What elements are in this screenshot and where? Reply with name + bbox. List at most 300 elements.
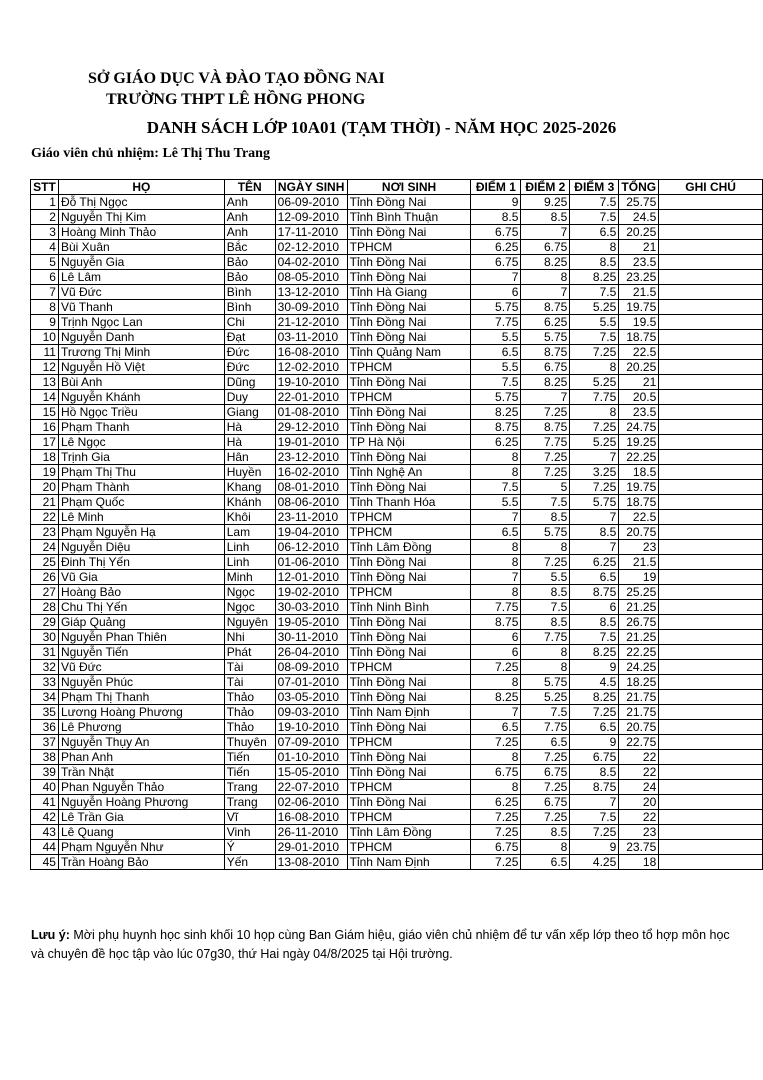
ten-cell: Huyền (224, 465, 275, 480)
ten-cell: Đạt (224, 330, 275, 345)
tong-cell: 21.25 (619, 600, 659, 615)
col-header-tong: TỔNG (619, 180, 659, 195)
ngay-sinh-cell: 08-05-2010 (275, 270, 347, 285)
ho-cell: Vũ Đức (58, 285, 224, 300)
tong-cell: 18.5 (619, 465, 659, 480)
ten-cell: Ý (224, 840, 275, 855)
ghi-chu-cell (659, 675, 763, 690)
diem-2-cell: 7.5 (521, 600, 570, 615)
ho-cell: Đinh Thị Yến (58, 555, 224, 570)
ngay-sinh-cell: 02-12-2010 (275, 240, 347, 255)
table-header-row (31, 180, 763, 195)
ngay-sinh-cell: 19-04-2010 (275, 525, 347, 540)
ho-cell: Lê Trần Gia (58, 810, 224, 825)
stt-cell: 43 (31, 825, 59, 840)
ngay-sinh-cell: 19-01-2010 (275, 435, 347, 450)
table-row (31, 225, 763, 240)
ngay-sinh-cell: 12-09-2010 (275, 210, 347, 225)
tong-cell: 19 (619, 570, 659, 585)
diem-3-cell: 8.75 (570, 780, 619, 795)
diem-3-cell: 8.5 (570, 525, 619, 540)
ghi-chu-cell (659, 780, 763, 795)
stt-cell: 39 (31, 765, 59, 780)
ten-cell: Khôi (224, 510, 275, 525)
ghi-chu-cell (659, 405, 763, 420)
ghi-chu-cell (659, 540, 763, 555)
noi-sinh-cell: Tỉnh Đồng Nai (347, 195, 471, 210)
diem-1-cell: 8 (471, 555, 521, 570)
stt-cell: 18 (31, 450, 59, 465)
noi-sinh-cell: TPHCM (347, 840, 471, 855)
ho-cell: Hoàng Bảo (58, 585, 224, 600)
noi-sinh-cell: Tỉnh Đồng Nai (347, 765, 471, 780)
noi-sinh-cell: TPHCM (347, 525, 471, 540)
diem-2-cell: 8.5 (521, 615, 570, 630)
ten-cell: Ngọc (224, 600, 275, 615)
diem-2-cell: 8.25 (521, 375, 570, 390)
diem-3-cell: 5.5 (570, 315, 619, 330)
page-title: DANH SÁCH LỚP 10A01 (TẠM THỜI) - NĂM HỌC 2025-2026 (146, 118, 617, 137)
stt-cell: 41 (31, 795, 59, 810)
ngay-sinh-cell: 23-12-2010 (275, 450, 347, 465)
ho-cell: Bùi Anh (58, 375, 224, 390)
diem-3-cell: 6.5 (570, 225, 619, 240)
table-row (31, 435, 763, 450)
table-row (31, 510, 763, 525)
diem-2-cell: 8.75 (521, 345, 570, 360)
stt-cell: 2 (31, 210, 59, 225)
diem-3-cell: 9 (570, 840, 619, 855)
diem-3-cell: 6.25 (570, 555, 619, 570)
noi-sinh-cell: Tỉnh Nghệ An (347, 465, 471, 480)
stt-cell: 35 (31, 705, 59, 720)
tong-cell: 19.75 (619, 480, 659, 495)
ho-cell: Phạm Nguyễn Như (58, 840, 224, 855)
ten-cell: Linh (224, 540, 275, 555)
stt-cell: 37 (31, 735, 59, 750)
ten-cell: Trang (224, 795, 275, 810)
ten-cell: Bình (224, 285, 275, 300)
ngay-sinh-cell: 30-11-2010 (275, 630, 347, 645)
table-row (31, 855, 763, 870)
ho-cell: Trương Thị Minh (58, 345, 224, 360)
diem-1-cell: 6.75 (471, 840, 521, 855)
stt-cell: 5 (31, 255, 59, 270)
stt-cell: 42 (31, 810, 59, 825)
ghi-chu-cell (659, 390, 763, 405)
tong-cell: 22.25 (619, 645, 659, 660)
diem-2-cell: 7.75 (521, 435, 570, 450)
ghi-chu-cell (659, 315, 763, 330)
ho-cell: Trịnh Gia (58, 450, 224, 465)
noi-sinh-cell: TPHCM (347, 510, 471, 525)
ho-cell: Lê Ngọc (58, 435, 224, 450)
ghi-chu-cell (659, 225, 763, 240)
ho-cell: Vũ Gia (58, 570, 224, 585)
noi-sinh-cell: Tỉnh Đồng Nai (347, 255, 471, 270)
diem-1-cell: 7.25 (471, 735, 521, 750)
noi-sinh-cell: Tỉnh Lâm Đồng (347, 825, 471, 840)
table-row (31, 600, 763, 615)
diem-1-cell: 8.25 (471, 405, 521, 420)
diem-1-cell: 5.5 (471, 495, 521, 510)
diem-3-cell: 5.25 (570, 435, 619, 450)
tong-cell: 23.5 (619, 255, 659, 270)
diem-1-cell: 7.25 (471, 855, 521, 870)
diem-3-cell: 7.5 (570, 210, 619, 225)
ten-cell: Thảo (224, 690, 275, 705)
diem-2-cell: 5.75 (521, 525, 570, 540)
diem-1-cell: 9 (471, 195, 521, 210)
diem-3-cell: 6.75 (570, 750, 619, 765)
ngay-sinh-cell: 03-05-2010 (275, 690, 347, 705)
ten-cell: Vinh (224, 825, 275, 840)
ten-cell: Bình (224, 300, 275, 315)
noi-sinh-cell: Tỉnh Đồng Nai (347, 570, 471, 585)
noi-sinh-cell: Tỉnh Đồng Nai (347, 315, 471, 330)
noi-sinh-cell: Tỉnh Đồng Nai (347, 645, 471, 660)
noi-sinh-cell: TPHCM (347, 735, 471, 750)
diem-2-cell: 7.25 (521, 780, 570, 795)
table-row (31, 300, 763, 315)
ho-cell: Phạm Thị Thanh (58, 690, 224, 705)
ten-cell: Thảo (224, 705, 275, 720)
ghi-chu-cell (659, 270, 763, 285)
diem-3-cell: 8 (570, 240, 619, 255)
table-row (31, 195, 763, 210)
noi-sinh-cell: Tỉnh Đồng Nai (347, 750, 471, 765)
diem-2-cell: 6.75 (521, 360, 570, 375)
tong-cell: 23 (619, 540, 659, 555)
tong-cell: 20.75 (619, 720, 659, 735)
stt-cell: 23 (31, 525, 59, 540)
stt-cell: 8 (31, 300, 59, 315)
table-row (31, 420, 763, 435)
ghi-chu-cell (659, 195, 763, 210)
ngay-sinh-cell: 04-02-2010 (275, 255, 347, 270)
noi-sinh-cell: Tỉnh Đồng Nai (347, 690, 471, 705)
ten-cell: Bắc (224, 240, 275, 255)
diem-2-cell: 8 (521, 645, 570, 660)
ho-cell: Lê Minh (58, 510, 224, 525)
ten-cell: Tiến (224, 765, 275, 780)
ghi-chu-cell (659, 585, 763, 600)
noi-sinh-cell: Tỉnh Đồng Nai (347, 270, 471, 285)
diem-1-cell: 8.25 (471, 690, 521, 705)
ngay-sinh-cell: 19-10-2010 (275, 375, 347, 390)
stt-cell: 27 (31, 585, 59, 600)
ghi-chu-cell (659, 210, 763, 225)
noi-sinh-cell: TPHCM (347, 780, 471, 795)
diem-1-cell: 6.25 (471, 795, 521, 810)
ghi-chu-cell (659, 690, 763, 705)
stt-cell: 11 (31, 345, 59, 360)
tong-cell: 19.75 (619, 300, 659, 315)
stt-cell: 20 (31, 480, 59, 495)
diem-2-cell: 8 (521, 270, 570, 285)
ten-cell: Tiến (224, 750, 275, 765)
col-header-diem-2: ĐIỂM 2 (521, 180, 570, 195)
ngay-sinh-cell: 06-12-2010 (275, 540, 347, 555)
ngay-sinh-cell: 16-02-2010 (275, 465, 347, 480)
diem-1-cell: 6 (471, 645, 521, 660)
diem-2-cell: 5.75 (521, 330, 570, 345)
diem-2-cell: 6.25 (521, 315, 570, 330)
ho-cell: Vũ Thanh (58, 300, 224, 315)
ho-cell: Chu Thị Yến (58, 600, 224, 615)
table-row (31, 375, 763, 390)
ho-cell: Vũ Đức (58, 660, 224, 675)
ghi-chu-cell (659, 615, 763, 630)
noi-sinh-cell: Tỉnh Đồng Nai (347, 225, 471, 240)
diem-1-cell: 7 (471, 705, 521, 720)
noi-sinh-cell: Tỉnh Đồng Nai (347, 795, 471, 810)
stt-cell: 31 (31, 645, 59, 660)
ho-cell: Lê Lâm (58, 270, 224, 285)
ho-cell: Nguyễn Phan Thiên (58, 630, 224, 645)
tong-cell: 23.25 (619, 270, 659, 285)
ho-cell: Lê Phương (58, 720, 224, 735)
school-name: TRƯỜNG THPT LÊ HỒNG PHONG (106, 91, 366, 108)
diem-1-cell: 7 (471, 510, 521, 525)
ten-cell: Giang (224, 405, 275, 420)
diem-2-cell: 7.25 (521, 810, 570, 825)
note-text: Mời phụ huynh học sinh khối 10 họp cùng Ban Giám hiệu, giáo viên chủ nhiệm để tư vấn xếp lớp theo tổ hợp môn học và chuyên đề học tập vào lúc 07g30, thứ Hai ngày 04/8/2025 tại Hội trường. (31, 928, 730, 961)
ghi-chu-cell (659, 360, 763, 375)
diem-1-cell: 7 (471, 570, 521, 585)
diem-2-cell: 7.25 (521, 465, 570, 480)
ngay-sinh-cell: 19-05-2010 (275, 615, 347, 630)
noi-sinh-cell: Tỉnh Đồng Nai (347, 450, 471, 465)
ngay-sinh-cell: 01-10-2010 (275, 750, 347, 765)
tong-cell: 22 (619, 810, 659, 825)
ngay-sinh-cell: 30-09-2010 (275, 300, 347, 315)
department-name: SỞ GIÁO DỤC VÀ ĐÀO TẠO ĐỒNG NAI (88, 70, 385, 87)
diem-1-cell: 5.75 (471, 390, 521, 405)
diem-2-cell: 7.25 (521, 750, 570, 765)
diem-2-cell: 7 (521, 225, 570, 240)
diem-2-cell: 6.75 (521, 240, 570, 255)
diem-1-cell: 6.75 (471, 255, 521, 270)
ho-cell: Nguyễn Khánh (58, 390, 224, 405)
table-row (31, 465, 763, 480)
ghi-chu-cell (659, 345, 763, 360)
diem-2-cell: 5 (521, 480, 570, 495)
diem-3-cell: 7 (570, 795, 619, 810)
ngay-sinh-cell: 01-08-2010 (275, 405, 347, 420)
ngay-sinh-cell: 19-10-2010 (275, 720, 347, 735)
diem-1-cell: 6.75 (471, 225, 521, 240)
diem-2-cell: 6.75 (521, 795, 570, 810)
table-row (31, 660, 763, 675)
table-row (31, 315, 763, 330)
diem-1-cell: 5.5 (471, 330, 521, 345)
ten-cell: Hà (224, 420, 275, 435)
diem-3-cell: 6.5 (570, 570, 619, 585)
diem-1-cell: 7 (471, 270, 521, 285)
table-row (31, 270, 763, 285)
table-row (31, 555, 763, 570)
tong-cell: 23.5 (619, 405, 659, 420)
noi-sinh-cell: TPHCM (347, 390, 471, 405)
diem-3-cell: 7.5 (570, 630, 619, 645)
diem-1-cell: 8 (471, 675, 521, 690)
ten-cell: Tài (224, 675, 275, 690)
diem-1-cell: 6 (471, 285, 521, 300)
table-row (31, 825, 763, 840)
stt-cell: 34 (31, 690, 59, 705)
diem-3-cell: 9 (570, 735, 619, 750)
diem-2-cell: 8 (521, 660, 570, 675)
noi-sinh-cell: Tỉnh Hà Giang (347, 285, 471, 300)
ghi-chu-cell (659, 285, 763, 300)
diem-1-cell: 8.75 (471, 615, 521, 630)
table-row (31, 495, 763, 510)
stt-cell: 1 (31, 195, 59, 210)
ten-cell: Hà (224, 435, 275, 450)
tong-cell: 18.25 (619, 675, 659, 690)
diem-3-cell: 8.5 (570, 615, 619, 630)
ghi-chu-cell (659, 720, 763, 735)
tong-cell: 21 (619, 375, 659, 390)
noi-sinh-cell: Tỉnh Đồng Nai (347, 420, 471, 435)
diem-1-cell: 5.5 (471, 360, 521, 375)
ngay-sinh-cell: 22-07-2010 (275, 780, 347, 795)
noi-sinh-cell: TP Hà Nội (347, 435, 471, 450)
noi-sinh-cell: TPHCM (347, 810, 471, 825)
diem-1-cell: 8 (471, 465, 521, 480)
diem-2-cell: 7.25 (521, 405, 570, 420)
table-row (31, 705, 763, 720)
noi-sinh-cell: Tỉnh Đồng Nai (347, 630, 471, 645)
diem-1-cell: 7.75 (471, 315, 521, 330)
ngay-sinh-cell: 16-08-2010 (275, 345, 347, 360)
tong-cell: 24.25 (619, 660, 659, 675)
noi-sinh-cell: Tỉnh Đồng Nai (347, 375, 471, 390)
tong-cell: 21.75 (619, 690, 659, 705)
table-row (31, 840, 763, 855)
tong-cell: 21.75 (619, 705, 659, 720)
ho-cell: Giáp Quảng (58, 615, 224, 630)
noi-sinh-cell: Tỉnh Đồng Nai (347, 300, 471, 315)
diem-1-cell: 6.75 (471, 765, 521, 780)
stt-cell: 7 (31, 285, 59, 300)
noi-sinh-cell: Tỉnh Bình Thuận (347, 210, 471, 225)
tong-cell: 20.5 (619, 390, 659, 405)
noi-sinh-cell: TPHCM (347, 585, 471, 600)
ho-cell: Đỗ Thị Ngọc (58, 195, 224, 210)
ten-cell: Anh (224, 210, 275, 225)
note-label: Lưu ý: (31, 928, 70, 942)
stt-cell: 30 (31, 630, 59, 645)
ho-cell: Trịnh Ngọc Lan (58, 315, 224, 330)
stt-cell: 13 (31, 375, 59, 390)
ho-cell: Trần Hoàng Bảo (58, 855, 224, 870)
ho-cell: Nguyễn Thị Kim (58, 210, 224, 225)
ten-cell: Linh (224, 555, 275, 570)
tong-cell: 22.75 (619, 735, 659, 750)
diem-3-cell: 8 (570, 405, 619, 420)
diem-2-cell: 8 (521, 840, 570, 855)
ten-cell: Đức (224, 345, 275, 360)
ten-cell: Duy (224, 390, 275, 405)
table-row (31, 345, 763, 360)
table-row (31, 330, 763, 345)
diem-1-cell: 8 (471, 750, 521, 765)
ghi-chu-cell (659, 570, 763, 585)
ghi-chu-cell (659, 765, 763, 780)
diem-2-cell: 8.25 (521, 255, 570, 270)
ngay-sinh-cell: 21-12-2010 (275, 315, 347, 330)
tong-cell: 25.25 (619, 585, 659, 600)
table-row (31, 630, 763, 645)
tong-cell: 22.5 (619, 510, 659, 525)
ghi-chu-cell (659, 810, 763, 825)
ten-cell: Nguyên (224, 615, 275, 630)
col-header-ho: HỌ (58, 180, 224, 195)
stt-cell: 3 (31, 225, 59, 240)
ho-cell: Hoàng Minh Thảo (58, 225, 224, 240)
ghi-chu-cell (659, 495, 763, 510)
ghi-chu-cell (659, 465, 763, 480)
ngay-sinh-cell: 13-12-2010 (275, 285, 347, 300)
noi-sinh-cell: Tỉnh Đồng Nai (347, 405, 471, 420)
diem-3-cell: 8 (570, 360, 619, 375)
ghi-chu-cell (659, 825, 763, 840)
diem-2-cell: 7.25 (521, 450, 570, 465)
diem-3-cell: 4.5 (570, 675, 619, 690)
ten-cell: Phát (224, 645, 275, 660)
diem-2-cell: 5.25 (521, 690, 570, 705)
ngay-sinh-cell: 12-02-2010 (275, 360, 347, 375)
ten-cell: Bảo (224, 270, 275, 285)
table-row (31, 540, 763, 555)
table-row (31, 210, 763, 225)
diem-2-cell: 7.75 (521, 630, 570, 645)
ngay-sinh-cell: 26-11-2010 (275, 825, 347, 840)
col-header-diem-3: ĐIỂM 3 (570, 180, 619, 195)
diem-3-cell: 7.5 (570, 285, 619, 300)
tong-cell: 18.75 (619, 495, 659, 510)
ngay-sinh-cell: 06-09-2010 (275, 195, 347, 210)
diem-1-cell: 7.25 (471, 825, 521, 840)
diem-3-cell: 7 (570, 450, 619, 465)
diem-3-cell: 5.25 (570, 375, 619, 390)
ten-cell: Thảo (224, 720, 275, 735)
diem-2-cell: 8.5 (521, 825, 570, 840)
ten-cell: Khánh (224, 495, 275, 510)
table-row (31, 525, 763, 540)
diem-3-cell: 6.5 (570, 720, 619, 735)
table-row (31, 240, 763, 255)
noi-sinh-cell: Tỉnh Thanh Hóa (347, 495, 471, 510)
ngay-sinh-cell: 03-11-2010 (275, 330, 347, 345)
table-row (31, 675, 763, 690)
noi-sinh-cell: Tỉnh Đồng Nai (347, 555, 471, 570)
diem-3-cell: 7.75 (570, 390, 619, 405)
ten-cell: Chi (224, 315, 275, 330)
ten-cell: Khang (224, 480, 275, 495)
diem-2-cell: 6.5 (521, 855, 570, 870)
ngay-sinh-cell: 07-09-2010 (275, 735, 347, 750)
table-row (31, 780, 763, 795)
stt-cell: 9 (31, 315, 59, 330)
col-header-ngay-sinh: NGÀY SINH (275, 180, 347, 195)
diem-2-cell: 8 (521, 540, 570, 555)
tong-cell: 24.5 (619, 210, 659, 225)
diem-2-cell: 9.25 (521, 195, 570, 210)
tong-cell: 19.5 (619, 315, 659, 330)
